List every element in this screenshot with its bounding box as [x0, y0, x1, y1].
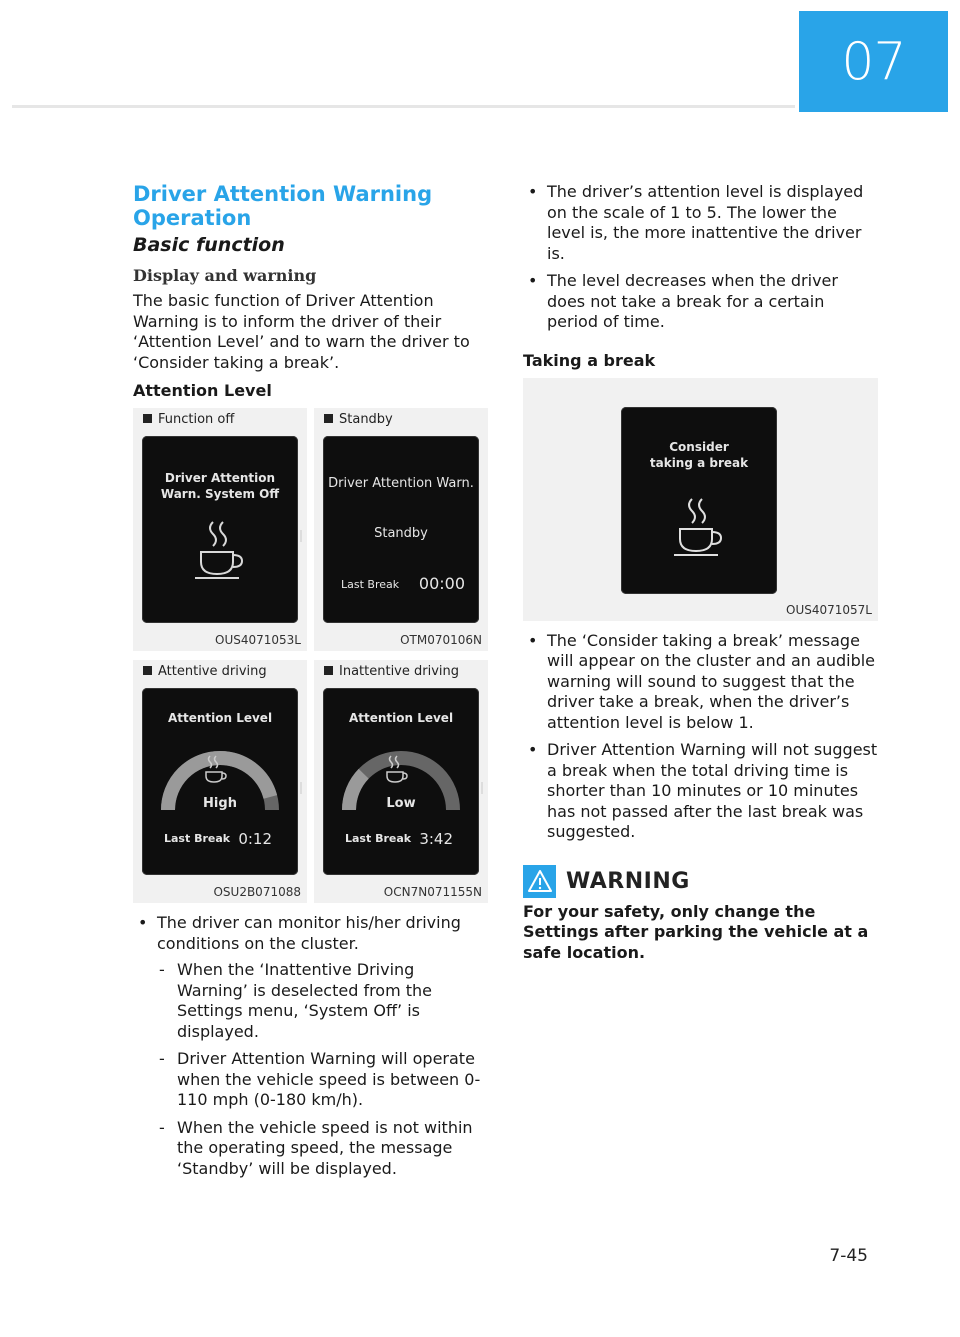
- attention-level-value: Low: [386, 796, 416, 811]
- list-item: • The driver can monitor his/her driving conditions on the cluster. - When the ‘Inattentive Driving Warning’ is deselected from the Settings menu, ‘System Off’ is displayed. - Driver Attention Warning will operate when the vehicle speed is between 0-110 mph (0-180 km/h). - When the vehicle speed is not within the operating speed, the message ‘Standby’ will be displayed.: [133, 913, 488, 1179]
- warning-triangle-icon: [523, 865, 556, 898]
- right-column: [523, 182, 878, 963]
- section-title: Driver Attention Warning Operation: [133, 182, 433, 230]
- figure-caption: Inattentive driving: [324, 664, 459, 679]
- display-heading: Display and warning: [133, 266, 317, 285]
- sub-list-item: - Driver Attention Warning will operate when the vehicle speed is between 0-110 mph (0-180 km/h).: [157, 1049, 488, 1111]
- warning-label: WARNING: [566, 868, 690, 894]
- warning-header: [523, 865, 878, 898]
- sub-list-item: - When the ‘Inattentive Driving Warning’ is deselected from the Settings menu, ‘System Off’ is displayed.: [157, 960, 488, 1042]
- figure-caption: Function off: [143, 412, 234, 427]
- sub-list: [157, 960, 488, 1179]
- left-bullet-list: [133, 913, 488, 1179]
- list-item: • The ‘Consider taking a break’ message will appear on the cluster and an audible warning will sound to suggest that the driver take a break, when the driver’s attention level is below 1.: [523, 631, 878, 734]
- right-bullet-list-bottom: [523, 631, 878, 843]
- screen-title: Driver Attention Warn.: [328, 476, 474, 491]
- figure-code: OUS4071057L: [786, 602, 872, 617]
- square-bullet-icon: [143, 414, 152, 423]
- last-break-value: 0:12: [238, 830, 272, 848]
- figure-code: OUS4071053L: [215, 633, 301, 647]
- coffee-cup-icon: [670, 495, 728, 561]
- chapter-tab: 07: [799, 11, 948, 112]
- figure-code: OCN7N071155N: [383, 885, 482, 899]
- cluster-screen: [621, 407, 777, 594]
- screen-title: Attention Level: [348, 711, 454, 725]
- figure-caption: Attentive driving: [143, 664, 267, 679]
- warning-text: For your safety, only change the Settings after parking the vehicle at a safe location.: [523, 901, 869, 962]
- scroll-tick: [300, 782, 302, 794]
- screen-title: Driver Attention Warn. System Off: [160, 471, 280, 501]
- scroll-tick: [300, 530, 302, 542]
- figure-grid: [133, 408, 488, 903]
- sub-list-item: - When the vehicle speed is not within the operating speed, the message ‘Standby’ will be displayed.: [157, 1118, 488, 1180]
- list-item: • Driver Attention Warning will not suggest a break when the total driving time is shorter than 10 minutes or 10 minutes has not passed after the last break was suggested.: [523, 740, 878, 843]
- last-break-label: Last Break: [164, 832, 231, 845]
- figure-code: OTM070106N: [400, 633, 482, 647]
- figure-inattentive-driving: [314, 660, 488, 903]
- subtitle: Basic function: [133, 234, 285, 256]
- figure-function-off: [133, 408, 307, 651]
- right-bullet-list-top: [523, 182, 878, 333]
- cluster-screen: [142, 436, 298, 623]
- screen-title: Attention Level: [167, 711, 273, 725]
- break-heading: Taking a break: [523, 350, 656, 370]
- figure-taking-a-break: [523, 378, 878, 621]
- last-break-label: Last Break: [341, 578, 400, 591]
- left-column: [133, 182, 488, 1186]
- square-bullet-icon: [143, 666, 152, 675]
- square-bullet-icon: [324, 666, 333, 675]
- list-item: • The driver’s attention level is displayed on the scale of 1 to 5. The lower the level is, the more inattentive the driver is.: [523, 182, 878, 264]
- last-break-value: 00:00: [418, 574, 465, 593]
- figure-attentive-driving: [133, 660, 307, 903]
- list-item: • The level decreases when the driver does not take a break for a certain period of time.: [523, 271, 878, 333]
- square-bullet-icon: [324, 414, 333, 423]
- intro-paragraph: The basic function of Driver Attention Warning is to inform the driver of their ‘Attention Level’ and to warn the driver to ‘Consider taking a break’.: [133, 291, 470, 372]
- standby-status: Standby: [374, 526, 428, 541]
- last-break-value: 3:42: [419, 830, 453, 848]
- attention-level-value: High: [203, 796, 237, 811]
- header-rule: [12, 105, 795, 108]
- scroll-tick: [481, 782, 483, 794]
- screen-title: Consider taking a break: [649, 439, 749, 470]
- cluster-screen: [323, 436, 479, 623]
- page-number: 7-45: [829, 1246, 868, 1266]
- figure-standby: [314, 408, 488, 651]
- cluster-screen: [142, 688, 298, 875]
- cluster-screen: [323, 688, 479, 875]
- figure-caption: Standby: [324, 412, 393, 427]
- attention-level-heading: Attention Level: [133, 381, 272, 400]
- last-break-label: Last Break: [345, 832, 412, 845]
- coffee-cup-icon: [191, 518, 249, 584]
- figure-code: OSU2B071088: [213, 885, 301, 899]
